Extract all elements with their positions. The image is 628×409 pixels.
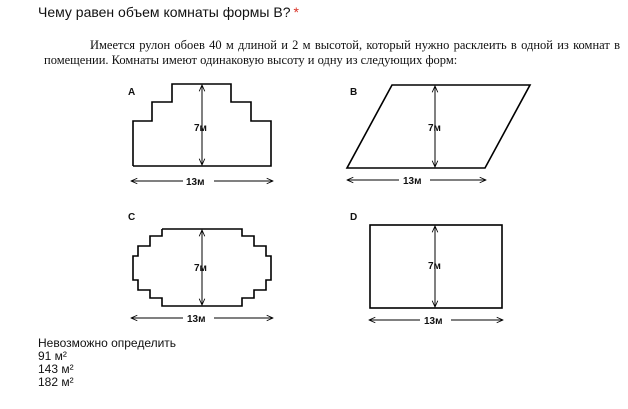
figure-a <box>128 84 273 188</box>
figure-c-width-label: 13м <box>187 314 206 325</box>
option-182[interactable]: 182 м² <box>38 375 74 389</box>
problem-statement: Имеется рулон обоев 40 м длиной и 2 м высотой, который нужно расклеить в одной из комнат в помещении. Комнаты имеют одинаковую высоту и одну из следующих форм: <box>44 38 620 67</box>
option-143[interactable]: 143 м² <box>38 362 74 376</box>
figure-a-height-label: 7м <box>194 123 207 134</box>
answer-options <box>38 337 176 389</box>
figure-a-width-label: 13м <box>186 177 205 188</box>
figure-c <box>128 212 273 325</box>
figure-d <box>350 212 503 327</box>
option-91[interactable]: 91 м² <box>38 349 67 363</box>
figure-d-height-label: 7м <box>428 261 441 272</box>
figure-c-label: C <box>128 212 136 223</box>
figure-b-height-label: 7м <box>428 123 441 134</box>
figure-b-width-label: 13м <box>403 176 422 187</box>
required-asterisk: * <box>293 4 299 20</box>
figure-a-label: A <box>128 87 136 98</box>
figure-b-label: B <box>350 87 358 98</box>
figure-c-height-label: 7м <box>194 263 207 274</box>
option-cannot-determine[interactable]: Невозможно определить <box>38 336 177 350</box>
question-text: Чему равен объем комнаты формы В? <box>38 4 291 20</box>
figure-b <box>347 85 530 187</box>
figure-d-label: D <box>350 212 358 223</box>
figure-d-width-label: 13м <box>424 316 443 327</box>
